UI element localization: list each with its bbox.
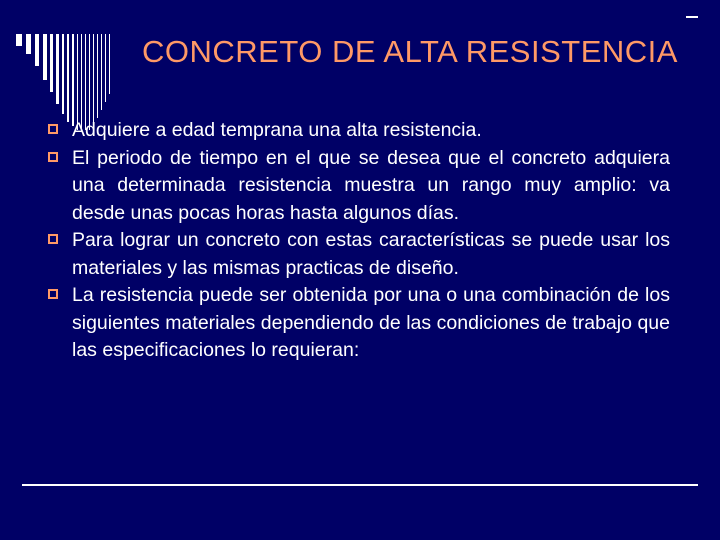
bullet-text: La resistencia puede ser obtenida por una o una combinación de los siguientes materiales dependiendo de las condiciones de trabajo que las especificaciones lo requieran: (72, 284, 670, 361)
slide-title: CONCRETO DE ALTA RESISTENCIA (142, 34, 678, 69)
decorative-bar (89, 34, 90, 130)
decorative-bar (81, 34, 82, 130)
bullet-item (48, 145, 670, 228)
bottom-divider-line (22, 484, 698, 486)
bullet-text: Adquiere a edad temprana una alta resistencia. (72, 119, 482, 141)
decorative-bar (93, 34, 94, 124)
decorative-bar (43, 34, 47, 80)
bullet-item (48, 282, 670, 365)
decorative-bar (16, 34, 22, 46)
decorative-bar (26, 34, 31, 54)
bullet-text: El periodo de tiempo en el que se desea que el concreto adquiera una determinada resistencia muestra un rango muy amplio: va desde unas pocas horas hasta algunos días. (72, 146, 670, 224)
hollow-square-icon (48, 234, 58, 244)
decorative-bar (56, 34, 59, 104)
top-decorative-line (686, 16, 698, 18)
decorative-bar (72, 34, 74, 126)
decorative-bar (35, 34, 39, 66)
bullet-text: Para lograr un concreto con estas características se puede usar los materiales y las mismas practicas de diseño. (72, 229, 670, 279)
decorative-bar-pattern (16, 34, 136, 130)
decorative-bar (97, 34, 98, 118)
decorative-bar (105, 34, 106, 102)
decorative-bar (67, 34, 69, 122)
decorative-bar (77, 34, 78, 130)
decorative-bar (62, 34, 64, 114)
bullet-item (48, 227, 670, 282)
decorative-bar (109, 34, 110, 94)
hollow-square-icon (48, 124, 58, 134)
bullet-list (48, 117, 670, 365)
hollow-square-icon (48, 289, 58, 299)
bullet-item (48, 117, 670, 145)
decorative-bar (50, 34, 53, 92)
decorative-bar (85, 34, 86, 130)
decorative-bar (101, 34, 102, 110)
hollow-square-icon (48, 152, 58, 162)
